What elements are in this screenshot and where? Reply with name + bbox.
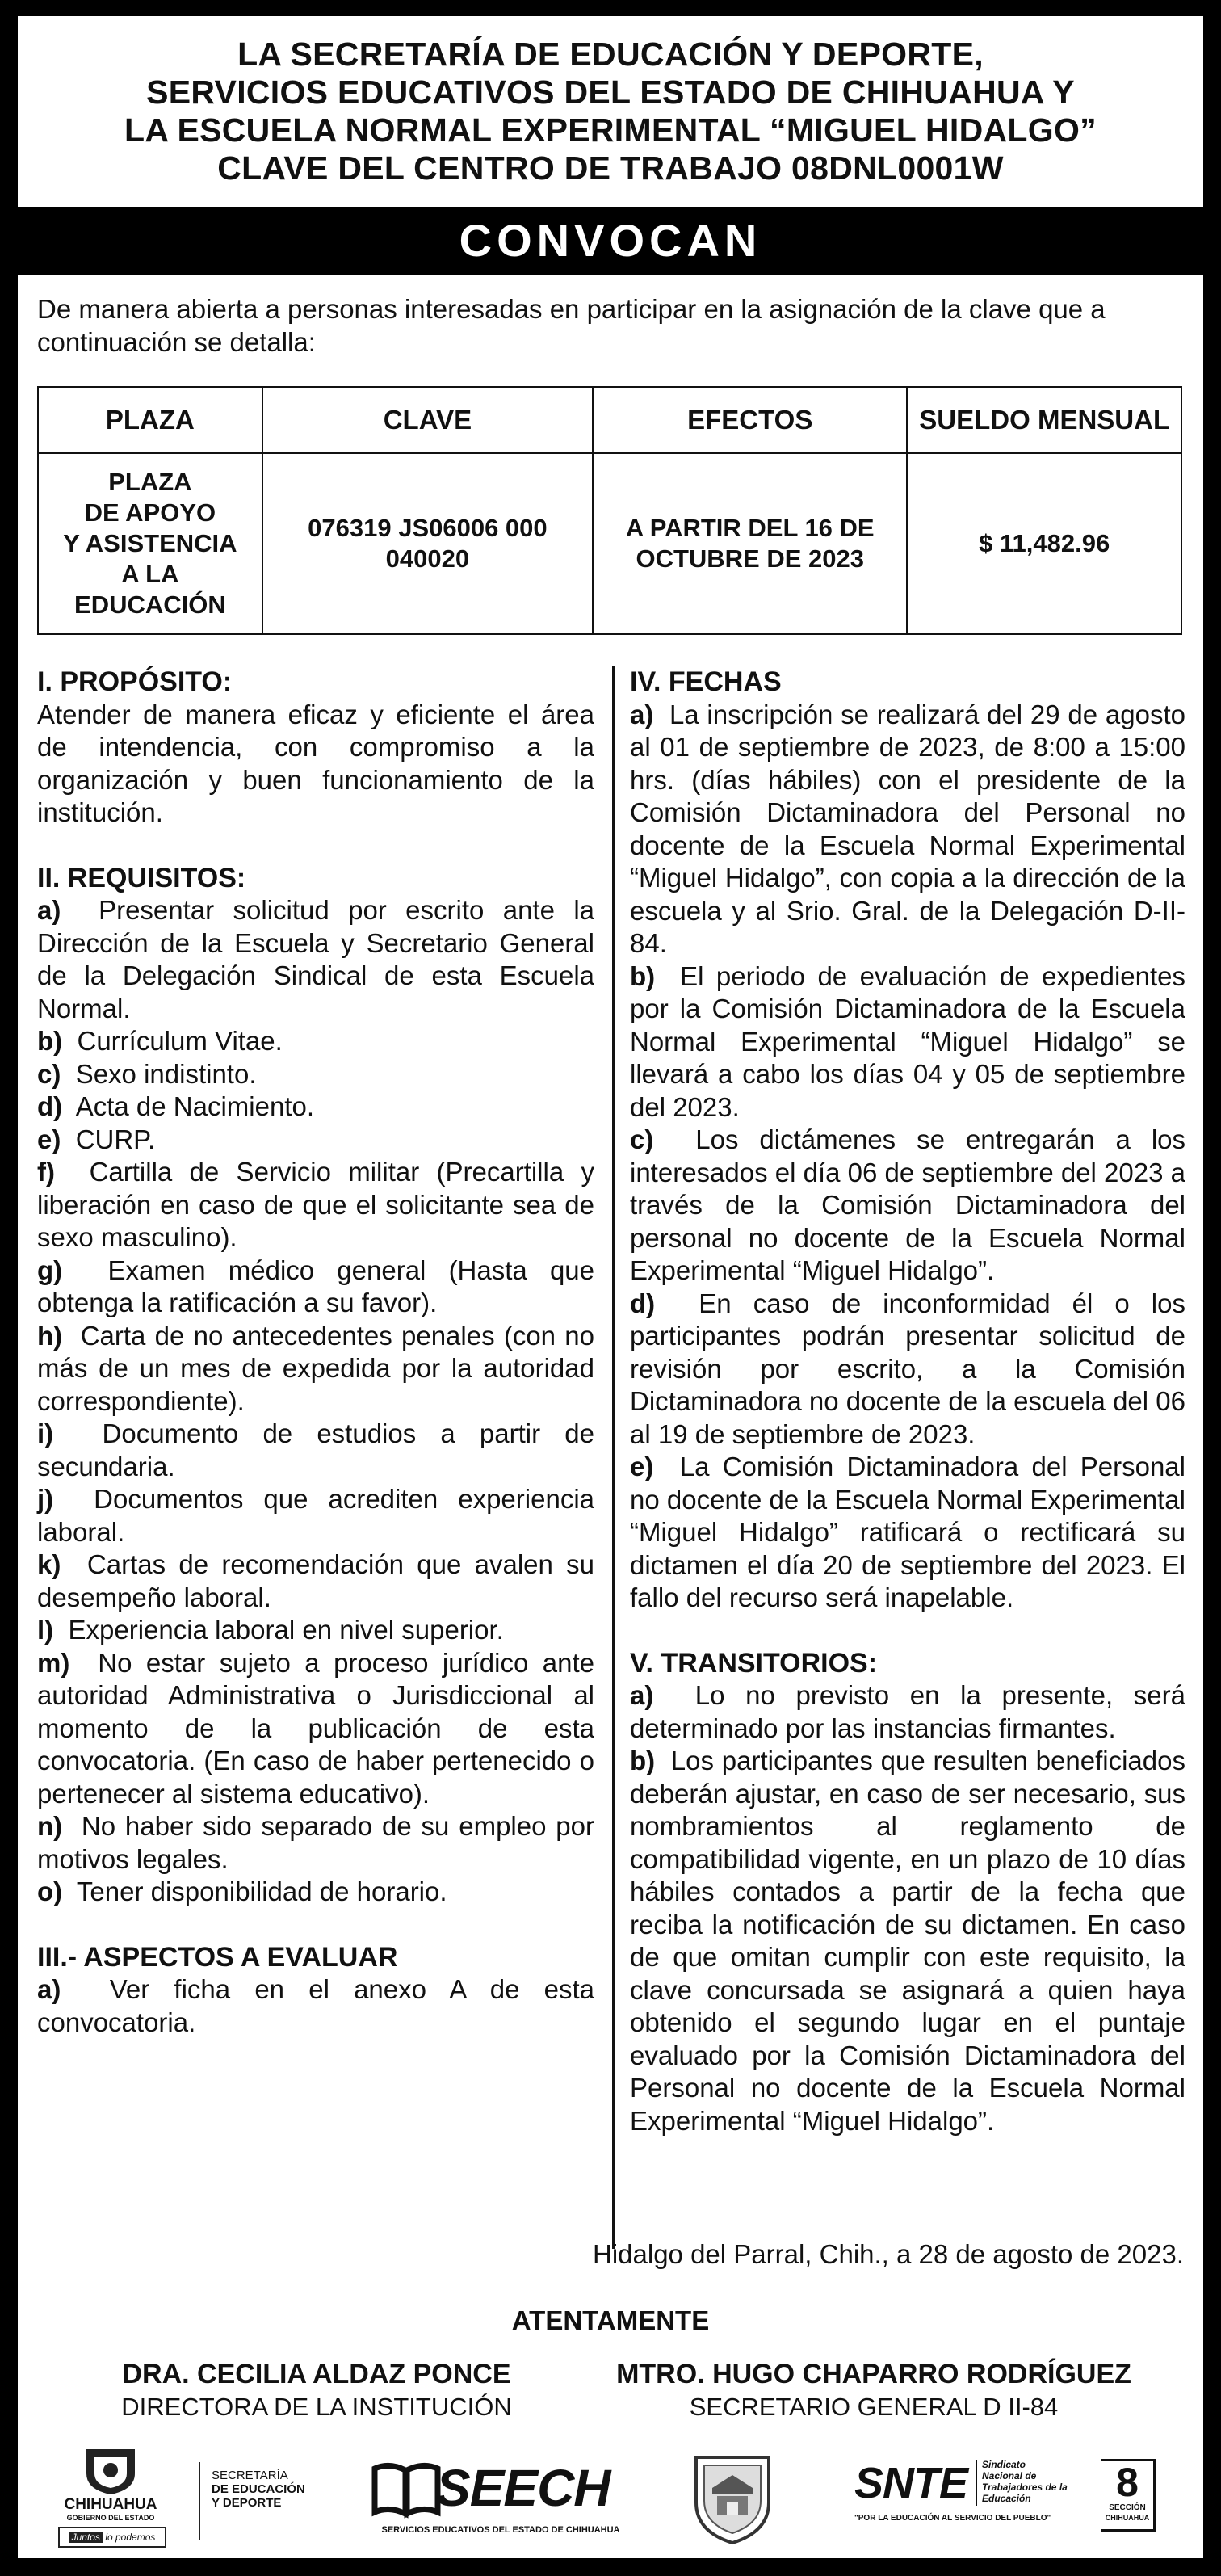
header-line-3: LA ESCUELA NORMAL EXPERIMENTAL “MIGUEL HIDALGO” xyxy=(124,111,1097,149)
section-title-proposito: I. PROPÓSITO: xyxy=(37,666,233,697)
intro-text: De manera abierta a personas interesadas en participar en la asignación de la clave que a continuación se detalla: xyxy=(37,294,1106,357)
signature-director xyxy=(66,2357,567,2423)
transitorio-item xyxy=(630,1679,1185,1745)
item-key: n) xyxy=(37,1811,63,1841)
table-header: EFECTOS xyxy=(593,387,907,453)
item-key: b) xyxy=(630,960,656,991)
transitorio-item xyxy=(630,1745,1185,2137)
signer-role: SECRETARIO GENERAL D II-84 xyxy=(689,2393,1059,2421)
efectos-cell: A PARTIR DEL 16 DE OCTUBRE DE 2023 xyxy=(593,453,907,634)
item-text: Los participantes que resulten beneficiados deberán ajustar, en caso de ser necesario, sus nombramientos al reglamento de compatibilidad vigente, en un plazo de 10 días hábiles contados a partir de la fecha que reciba la notificación de su dictamen. En caso de que omitan cumplir con este requisito, la clave concursada se asignará a quien haya obtenido el segundo lugar en el puntaje evaluado por la Comisión Dictaminadora del Personal no docente de la Escuela Normal Experimental “Miguel Hidalgo”. xyxy=(630,1746,1185,2136)
document-body xyxy=(18,275,1203,2558)
requisito-item xyxy=(37,1025,594,1058)
item-key: f) xyxy=(37,1157,55,1187)
item-key: a) xyxy=(37,1974,61,2004)
signer-name: DRA. CECILIA ALDAZ PONCE xyxy=(122,2359,511,2389)
item-key: d) xyxy=(630,1288,656,1318)
clave-cell: 076319 JS06006 000 040020 xyxy=(262,453,593,634)
transitorios-list xyxy=(630,1679,1185,2137)
plaza-table xyxy=(37,386,1182,635)
escuela-normal-seal xyxy=(688,2451,777,2546)
logo-divider xyxy=(199,2462,200,2540)
item-text: Currículum Vitae. xyxy=(77,1026,283,1056)
seech-sub: SERVICIOS EDUCATIVOS DEL ESTADO DE CHIHUAHUA xyxy=(381,2525,620,2535)
table-row xyxy=(38,453,1181,634)
item-text: Documentos que acrediten experiencia laboral. xyxy=(37,1484,594,1547)
chihuahua-logo xyxy=(42,2446,179,2551)
aspecto-item xyxy=(37,1973,594,2039)
snte-description: Sindicato Nacional de Trabajadores de la Educación xyxy=(982,2459,1068,2504)
header xyxy=(18,16,1203,207)
logos-row xyxy=(18,2446,1203,2551)
requisito-item xyxy=(37,1090,594,1124)
secretaria-logo: SECRETARÍA DE EDUCACIÓN Y DEPORTE xyxy=(212,2469,305,2510)
fechas-list xyxy=(630,699,1185,1615)
item-text: En caso de inconformidad él o los participantes podrán presentar solicitud de revisión por escrito, a la Comisión Dictaminadora no docente de la escuela del 06 al 19 de septiembre de 2023. xyxy=(630,1288,1185,1449)
chihuahua-slogan: Juntos lo podemos xyxy=(58,2527,166,2548)
item-text: La inscripción se realizará del 29 de agosto al 01 de septiembre de 2023, de 8:00 a 15:00 hrs. (días hábiles) con el presidente de la Comisión Dictaminadora del Personal no docente de la Escuela Normal Experimental “Miguel Hidalgo”, con copia a la dirección de la escuela y al Srio. Gral. de la Delegación D-II-84. xyxy=(630,699,1186,958)
requisito-item xyxy=(37,1483,594,1549)
item-text: Acta de Nacimiento. xyxy=(75,1091,314,1121)
item-text: CURP. xyxy=(75,1124,156,1154)
requisito-item xyxy=(37,1614,594,1647)
fecha-item xyxy=(630,699,1185,960)
header-line-1: LA SECRETARÍA DE EDUCACIÓN Y DEPORTE, xyxy=(237,36,984,73)
table-header: PLAZA xyxy=(38,387,262,453)
book-icon xyxy=(371,2460,441,2519)
item-text: No estar sujeto a proceso jurídico ante autoridad Administrativa o Jurisdiccional al momento de la publicación de esta convocatoria. (En caso de haber pertenecido o pertenecer al sistema educativo). xyxy=(37,1647,594,1809)
item-text: Cartilla de Servicio militar (Precartilla y liberación en caso de que el solicitante sea de sexo masculino). xyxy=(37,1157,594,1252)
snte-slogan: "POR LA EDUCACIÓN AL SERVICIO DEL PUEBLO" xyxy=(854,2514,1051,2523)
item-text: Cartas de recomendación que avalen su desempeño laboral. xyxy=(37,1549,594,1612)
requisito-item xyxy=(37,1156,594,1254)
table-header-row xyxy=(38,387,1181,453)
right-column xyxy=(630,666,1185,2137)
item-key: e) xyxy=(630,1452,654,1481)
item-text: Examen médico general (Hasta que obtenga la ratificación a su favor). xyxy=(37,1254,594,1317)
item-text: No haber sido separado de su empleo por motivos legales. xyxy=(37,1811,594,1874)
snte-divider xyxy=(976,2460,977,2506)
requisitos-list xyxy=(37,894,594,1909)
header-line-2: SERVICIOS EDUCATIVOS DEL ESTADO DE CHIHUAHUA Y xyxy=(146,74,1075,111)
item-key: c) xyxy=(630,1124,654,1154)
header-line-4: CLAVE DEL CENTRO DE TRABAJO 08DNL0001W xyxy=(217,149,1004,187)
section-title-fechas: IV. FECHAS xyxy=(630,666,782,697)
seccion-8-badge: 8 SECCIÓN CHIHUAHUA xyxy=(1101,2459,1156,2532)
plaza-cell: PLAZA DE APOYO Y ASISTENCIA A LA EDUCACIÓN xyxy=(38,453,262,634)
item-key: m) xyxy=(37,1647,70,1678)
item-text: Carta de no antecedentes penales (con no más de un mes de expedida por la autoridad correspondiente). xyxy=(37,1320,595,1416)
item-key: d) xyxy=(37,1091,63,1121)
section-title-aspectos: III.- ASPECTOS A EVALUAR xyxy=(37,1941,398,1973)
item-text: El periodo de evaluación de expedientes por la Comisión Dictaminadora de la Escuela Normal Experimental “Miguel Hidalgo” se llevará a cabo los días 04 y 05 de septiembre del 2023. xyxy=(630,960,1186,1122)
section-title-transitorios: V. TRANSITORIOS: xyxy=(630,1647,878,1679)
aspectos-list xyxy=(37,1973,594,2039)
item-key: g) xyxy=(37,1254,63,1285)
left-column xyxy=(37,666,594,2039)
item-text: Ver ficha en el anexo A de esta convocatoria. xyxy=(37,1974,594,2037)
requisito-item xyxy=(37,1124,594,1157)
seech-logo xyxy=(371,2457,630,2546)
school-crest-icon xyxy=(688,2451,777,2546)
item-key: i) xyxy=(37,1418,54,1448)
chihuahua-shield-icon xyxy=(78,2446,143,2496)
requisito-item xyxy=(37,1254,594,1320)
item-text: Lo no previsto en la presente, será determinado por las instancias firmantes. xyxy=(630,1680,1185,1743)
item-key: a) xyxy=(37,895,61,925)
item-key: a) xyxy=(630,1680,654,1710)
requisito-item xyxy=(37,1647,594,1811)
item-key: k) xyxy=(37,1549,61,1579)
fecha-item xyxy=(630,960,1185,1124)
seech-name: SEECH xyxy=(436,2459,610,2517)
place-date: Hidalgo del Parral, Chih., a 28 de agosto de 2023. xyxy=(593,2239,1184,2269)
requisito-item xyxy=(37,894,594,1025)
signer-name: MTRO. HUGO CHAPARRO RODRÍGUEZ xyxy=(616,2359,1131,2389)
chihuahua-sub: GOBIERNO DEL ESTADO xyxy=(66,2514,155,2522)
fecha-item xyxy=(630,1124,1185,1288)
atentamente: ATENTAMENTE xyxy=(511,2305,710,2335)
table-header: SUELDO MENSUAL xyxy=(907,387,1181,453)
snte-logo xyxy=(854,2459,1153,2548)
fecha-item xyxy=(630,1288,1185,1452)
requisito-item xyxy=(37,1058,594,1091)
item-key: a) xyxy=(630,699,654,729)
convocan-banner: CONVOCAN xyxy=(459,215,762,266)
requisito-item xyxy=(37,1549,594,1614)
item-key: j) xyxy=(37,1484,54,1514)
chihuahua-name: CHIHUAHUA xyxy=(64,2496,157,2513)
item-key: h) xyxy=(37,1320,63,1351)
column-divider xyxy=(612,666,615,2249)
section-title-requisitos: II. REQUISITOS: xyxy=(37,862,246,893)
item-text: Experiencia laboral en nivel superior. xyxy=(68,1615,504,1645)
requisito-item xyxy=(37,1876,594,1909)
item-text: La Comisión Dictaminadora del Personal no docente de la Escuela Normal Experimental “Miguel Hidalgo” ratificará o rectificará su dictamen el día 20 de septiembre del 2023. El fallo del recurso será inapelable. xyxy=(630,1452,1185,1612)
signer-role: DIRECTORA DE LA INSTITUCIÓN xyxy=(121,2393,512,2421)
snte-name: SNTE xyxy=(854,2459,968,2507)
requisito-item xyxy=(37,1418,594,1483)
item-text: Sexo indistinto. xyxy=(75,1058,257,1089)
fecha-item xyxy=(630,1451,1185,1615)
item-key: o) xyxy=(37,1876,63,1906)
item-key: e) xyxy=(37,1124,61,1154)
item-key: l) xyxy=(37,1615,54,1645)
item-text: Tener disponibilidad de horario. xyxy=(76,1876,447,1906)
item-text: Los dictámenes se entregarán a los interesados el día 06 de septiembre del 2023 a través de la Comisión Dictaminadora del personal no docente de la Escuela Normal Experimental “Miguel Hidalgo”. xyxy=(630,1124,1186,1285)
item-key: b) xyxy=(630,1746,656,1775)
requisito-item xyxy=(37,1810,594,1876)
item-text: Documento de estudios a partir de secundaria. xyxy=(37,1418,594,1481)
requisito-item xyxy=(37,1320,594,1418)
item-key: b) xyxy=(37,1026,63,1056)
sueldo-cell: $ 11,482.96 xyxy=(907,453,1181,634)
signature-secretary xyxy=(583,2357,1164,2423)
item-text: Presentar solicitud por escrito ante la Dirección de la Escuela y Secretario General de la Delegación Sindical de esta Escuela Normal. xyxy=(37,895,594,1023)
item-key: c) xyxy=(37,1058,61,1089)
proposito-text: Atender de manera eficaz y eficiente el área de intendencia, con compromiso a la organización y buen funcionamiento de la institución. xyxy=(37,699,594,827)
table-header: CLAVE xyxy=(262,387,593,453)
